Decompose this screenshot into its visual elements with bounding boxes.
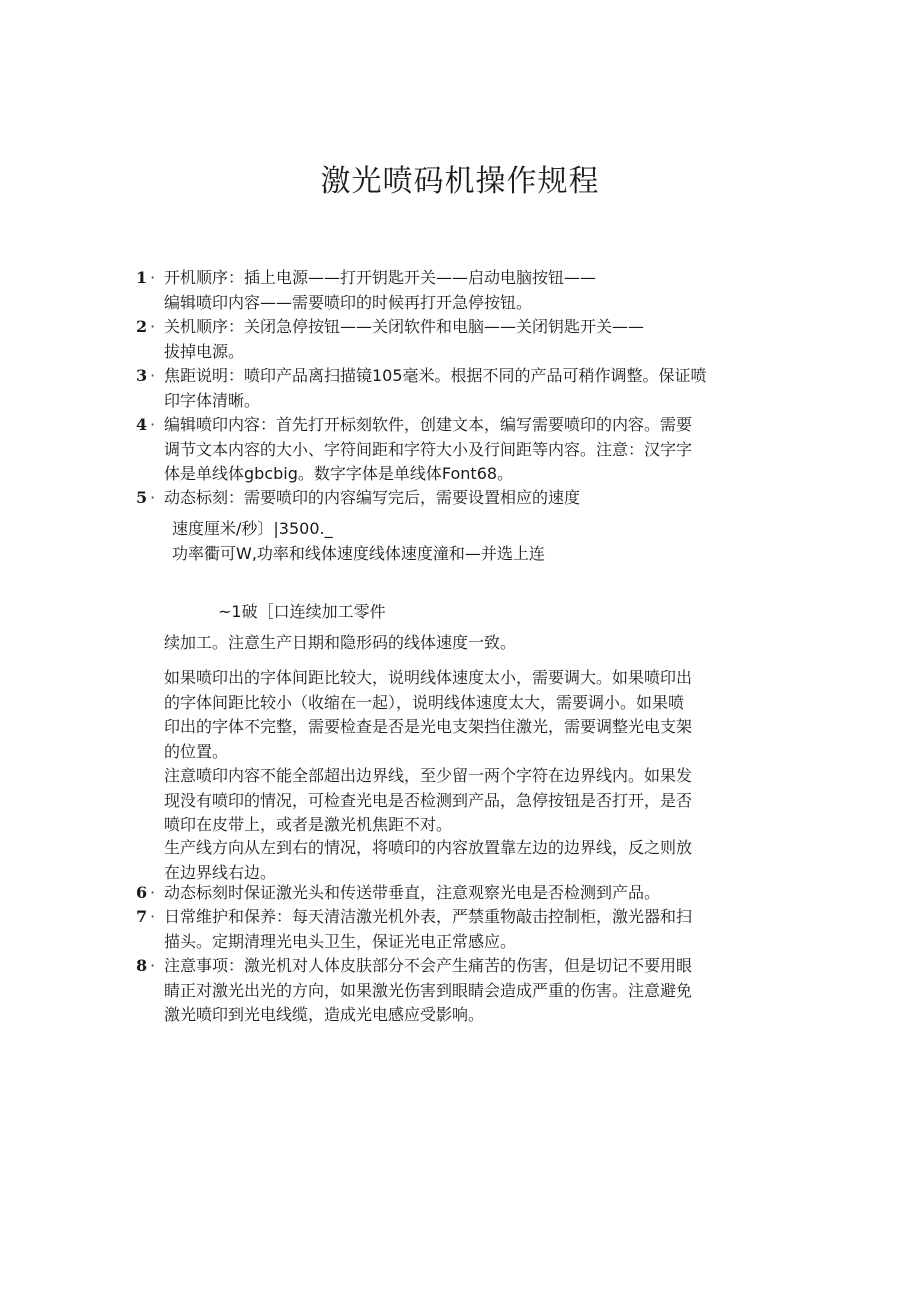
list-item-2 bbox=[136, 315, 796, 364]
list-item-number: 1 bbox=[136, 268, 148, 287]
list-item-number: 7 bbox=[136, 907, 148, 926]
list-item-text: 关机顺序：关闭急停按钮——关闭软件和电脑——关闭钥匙开关—— 拔掉电源。 bbox=[164, 317, 645, 361]
list-item-text: 动态标刻：需要喷印的内容编写完后，需要设置相应的速度 bbox=[164, 488, 581, 507]
document-title: 激光喷码机操作规程 bbox=[320, 164, 600, 199]
list-item-number: 3 bbox=[136, 366, 148, 385]
list-item-number: 2 bbox=[136, 317, 148, 336]
list-item-text: 编辑喷印内容：首先打开标刻软件，创建文本，编写需要喷印的内容。需要 调节文本内容的大小、字符间距和字符大小及行间距等内容。注意：汉字字 体是单线体gbcbig。数字字体是单线体Font68。 bbox=[164, 415, 693, 483]
paragraph-continuous: 续加工。注意生产日期和隐形码的线体速度一致。 bbox=[164, 633, 517, 652]
list-item-7 bbox=[136, 905, 796, 954]
list-item-number: 6 bbox=[136, 883, 148, 902]
power-setting-line: 功率衢可W,功率和线体速度线体速度潼和—并选上连 bbox=[172, 544, 545, 563]
list-item-5 bbox=[136, 486, 796, 511]
list-item-text: 动态标刻时保证激光头和传送带垂直，注意观察光电是否检测到产品。 bbox=[164, 883, 661, 902]
list-item-text: 焦距说明：喷印产品离扫描镜105毫米。根据不同的产品可稍作调整。保证喷 印字体清晰。 bbox=[164, 366, 707, 410]
list-separator: · bbox=[150, 907, 156, 926]
list-separator: · bbox=[150, 366, 156, 385]
list-item-6 bbox=[136, 881, 796, 906]
list-item-number: 5 bbox=[136, 488, 148, 507]
paragraph-spacing: 如果喷印出的字体间距比较大，说明线体速度太小，需要调大。如果喷印出 的字体间距比较小（收缩在一起），说明线体速度太大，需要调小。如果喷 印出的字体不完整，需要检查是否是光电支架挡住激光，需要调整光电支架 的位置。 bbox=[164, 668, 693, 761]
list-separator: · bbox=[150, 317, 156, 336]
list-separator: · bbox=[150, 488, 156, 507]
paragraph-boundary: 注意喷印内容不能全部超出边界线，至少留一两个字符在边界线内。如果发 现没有喷印的情况，可检查光电是否检测到产品，急停按钮是否打开，是否 喷印在皮带上，或者是激光机焦距不对。 bbox=[164, 766, 693, 834]
list-item-text: 日常维护和保养：每天清洁激光机外表，严禁重物敲击控制柜，激光器和扫 描头。定期清理光电头卫生，保证光电正常感应。 bbox=[164, 907, 693, 951]
paragraph-direction: 生产线方向从左到右的情况，将喷印的内容放置靠左边的边界线，反之则放 在边界线右边。 bbox=[164, 838, 693, 882]
list-item-number: 4 bbox=[136, 415, 148, 434]
speed-setting-line: 速度厘米/秒〕|3500._ bbox=[172, 519, 333, 538]
list-item-8 bbox=[136, 954, 796, 1028]
list-item-1 bbox=[136, 266, 796, 315]
list-separator: · bbox=[150, 883, 156, 902]
list-item-text: 注意事项：激光机对人体皮肤部分不会产生痛苦的伤害，但是切记不要用眼 睛正对激光出光的方向，如果激光伤害到眼睛会造成严重的伤害。注意避免 激光喷印到光电线缆，造成光电感应受影响。 bbox=[164, 956, 693, 1024]
list-item-number: 8 bbox=[136, 956, 148, 975]
list-item-4 bbox=[136, 413, 796, 487]
list-item-text: 开机顺序：插上电源——打开钥匙开关——启动电脑按钮—— 编辑喷印内容——需要喷印的时候再打开急停按钮。 bbox=[164, 268, 597, 312]
list-separator: · bbox=[150, 268, 156, 287]
list-separator: · bbox=[150, 415, 156, 434]
list-separator: · bbox=[150, 956, 156, 975]
list-item-3 bbox=[136, 364, 796, 413]
continuous-processing-line: ~1破［口连续加工零件 bbox=[218, 602, 386, 621]
